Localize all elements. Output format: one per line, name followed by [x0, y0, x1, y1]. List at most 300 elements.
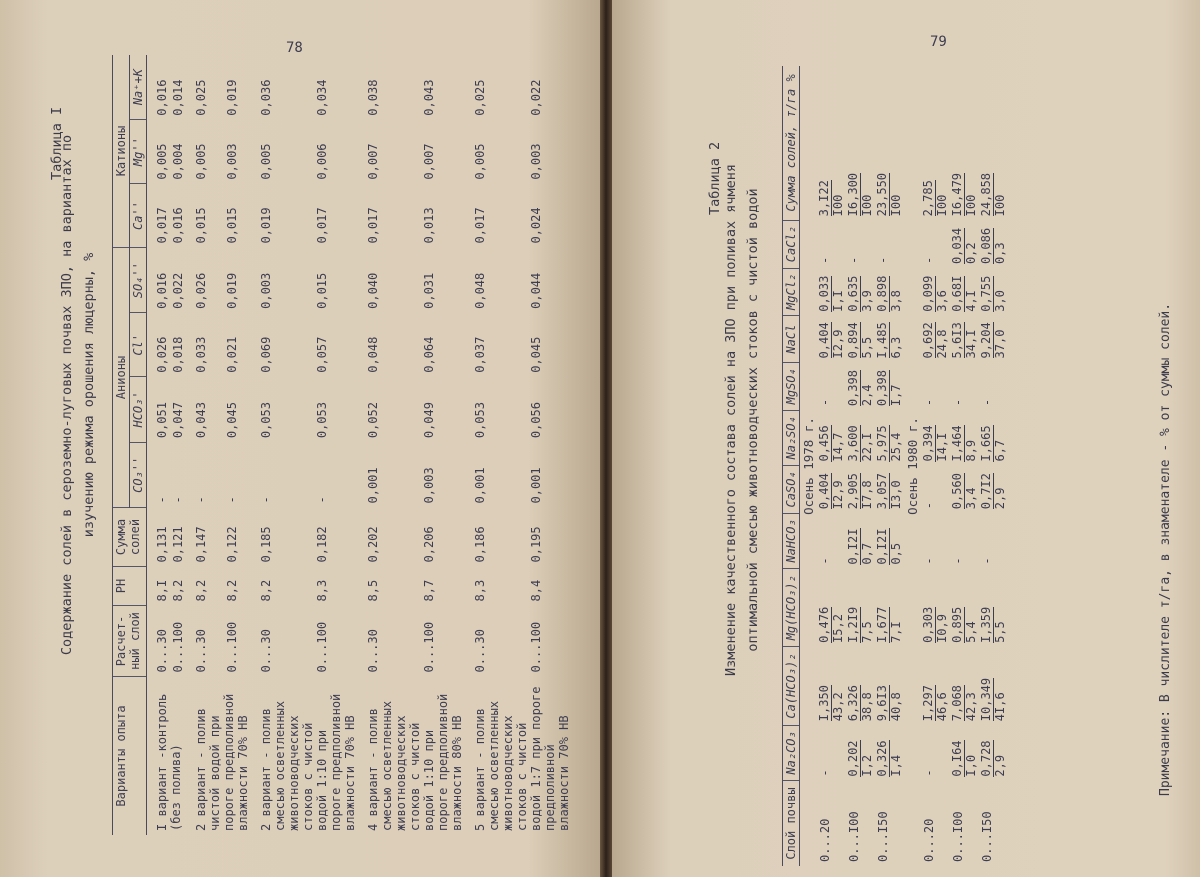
denominator-value: I00: [831, 194, 845, 217]
cell-so4: 0,044: [529, 272, 544, 309]
cell-layer: 0...30: [194, 629, 208, 673]
left-title-line2: изучению режима орошения люцерны, %: [81, 252, 97, 538]
table-row: [950, 66, 979, 866]
cell-layer: 0...30: [473, 629, 487, 673]
composition-cell: [875, 569, 904, 647]
right-page: [612, 0, 1200, 877]
cell-co3: -: [225, 496, 240, 504]
numerator-value: 5,975: [875, 425, 889, 462]
cell-mg: 0,003: [225, 143, 240, 180]
numerator-value: I,485: [875, 322, 889, 359]
numerator-value: 0,68I: [950, 275, 964, 312]
composition-cell: -: [818, 398, 832, 407]
numerator-value: 0,034: [950, 227, 964, 265]
cell-sum: 0,195: [529, 526, 544, 563]
cell-hco3: 0,045: [225, 402, 240, 439]
cell-ca: 0,013: [422, 207, 437, 244]
composition-cell: -: [980, 398, 994, 407]
fraction-value: [980, 740, 1007, 776]
cell-mg: 0,005: [155, 143, 169, 180]
numerator-value: 0,326: [875, 740, 889, 777]
right-title-block: [720, 110, 764, 730]
numerator-value: 23,550: [875, 172, 889, 217]
fraction-value: [980, 678, 1007, 721]
fraction-value: [922, 607, 949, 643]
cell-ph: 8,7: [422, 579, 437, 602]
composition-cell: -: [876, 256, 890, 265]
composition-cell: 0...20: [818, 818, 832, 862]
denominator-value: 3,0: [993, 290, 1007, 312]
numerator-value: I,677: [875, 606, 889, 643]
composition-cell: [846, 725, 875, 780]
numerator-value: 0,I2I: [875, 528, 889, 565]
salt-composition-table: [782, 66, 1008, 866]
cell-nak: 0,038: [366, 79, 380, 116]
numerator-value: I6,300: [846, 172, 860, 217]
composition-cell: -: [922, 502, 936, 510]
cell-sum: 0,182: [315, 526, 330, 563]
fraction-value: [980, 322, 1007, 358]
table-row: [358, 55, 421, 835]
denominator-value: 22,I: [860, 432, 874, 462]
numerator-value: I,297: [921, 685, 935, 722]
fraction-value: [922, 322, 949, 358]
cell-hco3: 0,049: [422, 402, 437, 439]
cell-hco3: 0,053: [259, 402, 273, 439]
cell-so4: 0,019: [225, 272, 240, 309]
composition-cell: [846, 466, 875, 514]
fraction-value: [847, 529, 874, 565]
numerator-value: 0,560: [950, 473, 964, 510]
cell-nak: 0,014: [171, 79, 185, 116]
cell-ph: 8,4: [529, 579, 544, 602]
numerator-value: 0,755: [979, 275, 993, 312]
fraction-value: [951, 740, 978, 776]
numerator-value: I,359: [979, 606, 993, 643]
cell-nak: 0,025: [194, 79, 208, 116]
fraction-value: [847, 276, 874, 312]
cell-nak: 0,036: [259, 79, 273, 116]
numerator-value: I,464: [950, 425, 964, 462]
fraction-value: [847, 607, 874, 643]
cell-cl: 0,018: [171, 336, 185, 373]
denominator-value: I,7: [889, 384, 903, 407]
cell-co3: -: [155, 496, 169, 504]
numerator-value: 9,6I3: [875, 685, 889, 722]
denominator-value: 5,5: [860, 336, 874, 359]
cell-layer: 0...30: [155, 629, 169, 673]
cell-co3: -: [171, 496, 185, 504]
fraction-value: [876, 607, 903, 643]
cell-sum: 0,122: [225, 526, 240, 563]
composition-cell: [846, 66, 875, 220]
fraction-value: [847, 685, 874, 721]
book-gutter: [600, 0, 612, 877]
numerator-value: 0,456: [817, 425, 831, 462]
numerator-value: 0,303: [921, 606, 935, 643]
right-title-line2: оптимальной смесью животноводческих стоков с чистой водой: [745, 188, 761, 652]
composition-cell: -: [922, 398, 936, 407]
composition-cell: [950, 725, 979, 780]
table-caption-label: Таблица I: [49, 106, 65, 180]
cell-layer: 0...30: [366, 629, 380, 673]
numerator-value: I6,479: [950, 172, 964, 217]
cell-hco3: 0,047: [171, 402, 185, 439]
composition-cell: [979, 268, 1008, 316]
header-cations: Катионы: [113, 55, 130, 248]
denominator-value: 3,4: [964, 487, 978, 510]
numerator-value: 24,858: [979, 172, 993, 217]
denominator-value: 40,8: [889, 692, 903, 722]
composition-cell: [950, 268, 979, 316]
denominator-value: 3,9: [860, 290, 874, 312]
fraction-value: [922, 425, 949, 461]
cell-ph: 8,3: [315, 579, 330, 602]
page-number-left: 78: [286, 40, 303, 56]
fraction-value: [951, 173, 978, 216]
denominator-value: I00: [993, 194, 1007, 217]
numerator-value: 0,033: [817, 275, 831, 312]
cell-ca: 0,016: [171, 207, 185, 244]
cell-sum: 0,147: [194, 526, 208, 563]
composition-cell: [921, 316, 950, 363]
denominator-value: I00: [889, 194, 903, 217]
year-row: [904, 66, 921, 866]
cell-layer: 0...100: [422, 621, 437, 673]
denominator-value: 3,6: [935, 290, 949, 312]
composition-cell: [979, 647, 1008, 725]
numerator-value: 6,326: [846, 685, 860, 722]
numerator-value: 0,394: [921, 425, 935, 462]
denominator-value: 2,4: [860, 384, 874, 407]
variant-cell: 4 вариант - полив смесью осветленных животноводческих стоков с чистой водой 1:10 при пороге предполивной влажности 80% НВ: [366, 693, 464, 831]
numerator-value: 9,204: [979, 322, 993, 359]
table-row: [979, 66, 1008, 866]
table-row: [817, 66, 846, 866]
header-cl: Cl': [130, 313, 147, 377]
numerator-value: 0,I64: [950, 740, 964, 777]
denominator-value: I3,0: [889, 480, 903, 510]
cell-nak: 0,034: [315, 79, 330, 116]
fraction-value: [922, 180, 949, 216]
cell-nak: 0,043: [422, 79, 437, 116]
numerator-value: 0,398: [875, 370, 889, 407]
fraction-value: [876, 685, 903, 721]
header-ca: Ca'': [130, 184, 147, 248]
cell-layer: 0...100: [171, 621, 185, 673]
cell-ca: 0,017: [473, 207, 487, 244]
composition-cell: -: [922, 769, 936, 777]
composition-header-7: MgSO₄: [783, 362, 800, 410]
cell-layer: 0...100: [225, 621, 240, 673]
cell-mg: 0,007: [366, 143, 380, 180]
composition-cell: [979, 410, 1008, 465]
cell-sum: 0,186: [473, 526, 487, 563]
composition-cell: [921, 268, 950, 316]
cell-so4: 0,022: [171, 272, 185, 309]
cell-ph: 8,2: [259, 579, 273, 602]
composition-cell: -: [847, 256, 861, 265]
fraction-value: [847, 173, 874, 216]
cell-nak: 0,022: [529, 79, 544, 116]
composition-cell: 0...I50: [980, 811, 994, 862]
composition-cell: [950, 410, 979, 465]
denominator-value: 38,8: [860, 692, 874, 722]
composition-cell: -: [922, 557, 936, 565]
numerator-value: 0,086: [979, 227, 993, 265]
composition-cell: [875, 466, 904, 514]
composition-cell: [846, 362, 875, 410]
header-anions: Анионы: [113, 248, 130, 508]
header-ph: PH: [113, 567, 147, 606]
cell-ca: 0,024: [529, 207, 544, 244]
fraction-value: [876, 173, 903, 216]
table-row: [846, 66, 875, 866]
left-title-line1: Содержание солей в сероземно-луговых почвах ЗПО, на вариантах по: [59, 134, 75, 656]
header-so4: SO₄'': [130, 248, 147, 313]
denominator-value: 2,9: [993, 754, 1007, 777]
composition-cell: -: [922, 256, 936, 265]
cell-so4: 0,003: [259, 272, 273, 309]
header-hco3: HCO₃': [130, 377, 147, 442]
denominator-value: I4,I: [935, 432, 949, 462]
numerator-value: I0,349: [979, 677, 993, 722]
cell-ph: 8,2: [225, 579, 240, 602]
fraction-value: [876, 370, 903, 406]
cell-ph: 8,I: [155, 579, 169, 602]
right-table-wrap: [782, 66, 1008, 866]
composition-cell: [817, 268, 846, 316]
fraction-value: [980, 473, 1007, 509]
numerator-value: 0,692: [921, 322, 935, 359]
cell-nak: 0,016: [155, 79, 169, 116]
cell-cl: 0,048: [366, 336, 380, 373]
table-row: [465, 55, 528, 835]
composition-cell: 0...I50: [876, 811, 890, 862]
cell-nak: 0,025: [473, 79, 487, 116]
fraction-value: [951, 228, 978, 264]
denominator-value: 43,2: [831, 692, 845, 722]
table-row: [147, 55, 171, 835]
fraction-value: [876, 473, 903, 509]
cell-hco3: 0,053: [315, 402, 330, 439]
composition-header-3: Mg(HCO₃)₂: [783, 569, 800, 647]
denominator-value: 34,I: [964, 329, 978, 359]
cell-nak: 0,019: [225, 79, 240, 116]
header-variant: Варианты опыта: [113, 677, 147, 836]
denominator-value: 5,4: [964, 621, 978, 643]
numerator-value: 3,057: [875, 473, 889, 510]
denominator-value: I,0: [964, 754, 978, 777]
composition-cell: -: [951, 398, 965, 407]
header-co3: CO₃'': [130, 442, 147, 507]
cell-mg: 0,005: [194, 143, 208, 180]
denominator-value: 3,8: [889, 290, 903, 312]
fraction-value: [818, 425, 845, 461]
denominator-value: 2,9: [993, 487, 1007, 510]
fraction-value: [980, 276, 1007, 312]
composition-cell: [817, 569, 846, 647]
denominator-value: 4,I: [964, 290, 978, 312]
composition-header-9: MgCl₂: [783, 268, 800, 316]
composition-cell: [950, 569, 979, 647]
numerator-value: 0,7I2: [979, 473, 993, 510]
composition-cell: [921, 66, 950, 220]
denominator-value: I00: [860, 194, 874, 217]
denominator-value: I4,7: [831, 432, 845, 462]
numerator-value: 0,894: [846, 322, 860, 359]
composition-cell: 0...20: [922, 818, 936, 862]
year-label: Осень 1978 г.: [801, 417, 816, 515]
denominator-value: 7,I: [889, 621, 903, 643]
cell-so4: 0,040: [366, 272, 380, 309]
fraction-value: [951, 322, 978, 358]
cell-mg: 0,005: [259, 143, 273, 180]
denominator-value: 46,6: [935, 692, 949, 722]
cell-hco3: 0,043: [194, 402, 208, 439]
cell-cl: 0,021: [225, 336, 240, 373]
composition-cell: [846, 316, 875, 363]
composition-cell: [875, 725, 904, 780]
composition-cell: [846, 410, 875, 465]
fraction-value: [922, 276, 949, 312]
fraction-value: [951, 473, 978, 509]
fraction-value: [922, 685, 949, 721]
numerator-value: 0,895: [950, 606, 964, 643]
fraction-value: [980, 173, 1007, 216]
numerator-value: 0,202: [846, 740, 860, 777]
cell-co3: -: [259, 496, 273, 504]
cell-ca: 0,015: [225, 207, 240, 244]
fraction-value: [876, 529, 903, 565]
cell-ph: 8,2: [194, 579, 208, 602]
composition-cell: [875, 410, 904, 465]
cell-layer: 0...30: [259, 629, 273, 673]
numerator-value: 0,635: [846, 275, 860, 312]
table-note: Примечание: В числителе т/га, в знаменателе - % от суммы солей.: [1158, 302, 1173, 796]
composition-cell: [875, 362, 904, 410]
denominator-value: I0,9: [935, 614, 949, 643]
composition-cell: [950, 66, 979, 220]
cell-mg: 0,005: [473, 143, 487, 180]
cell-cl: 0,057: [315, 336, 330, 373]
composition-cell: [979, 66, 1008, 220]
fraction-value: [818, 607, 845, 643]
composition-cell: 0...I00: [951, 811, 965, 862]
composition-cell: [875, 647, 904, 725]
denominator-value: I,I: [831, 290, 845, 312]
composition-header-2: Ca(HCO₃)₂: [783, 647, 800, 725]
left-title-block: [56, 85, 100, 705]
year-label: Осень 1980 г.: [905, 417, 920, 515]
denominator-value: 0,3: [993, 242, 1007, 265]
cell-cl: 0,033: [194, 336, 208, 373]
composition-header-10: CaCl₂: [783, 220, 800, 268]
fraction-value: [876, 276, 903, 312]
denominator-value: 4I,6: [993, 692, 1007, 722]
cell-mg: 0,003: [529, 143, 544, 180]
fraction-value: [818, 473, 845, 509]
numerator-value: 2,905: [846, 473, 860, 510]
fraction-value: [847, 370, 874, 406]
cell-ph: 8,5: [366, 579, 380, 602]
cell-ph: 8,2: [171, 579, 185, 602]
composition-cell: -: [818, 557, 832, 565]
cell-co3: -: [315, 496, 330, 504]
numerator-value: 0,476: [817, 606, 831, 643]
composition-cell: [875, 268, 904, 316]
denominator-value: I7,8: [860, 480, 874, 510]
composition-body: [800, 66, 1009, 866]
composition-cell: [921, 647, 950, 725]
cell-co3: 0,001: [366, 467, 380, 504]
cell-ca: 0,017: [315, 207, 330, 244]
cell-hco3: 0,051: [155, 402, 169, 439]
denominator-value: 24,8: [935, 329, 949, 359]
variant-cell: 2 вариант - полив смесью осветленных животноводческих стоков с чистой водой 1:10 при пороге предполивной влажности 70% НВ: [259, 693, 357, 831]
denominator-value: I,4: [889, 754, 903, 777]
numerator-value: 0,898: [875, 275, 889, 312]
composition-cell: [817, 410, 846, 465]
cell-ca: 0,017: [155, 207, 169, 244]
numerator-value: I,2I9: [846, 606, 860, 643]
composition-cell: -: [951, 557, 965, 565]
denominator-value: 5,5: [993, 621, 1007, 643]
fraction-value: [847, 425, 874, 461]
header-mg: Mg'': [130, 120, 147, 184]
cell-cl: 0,045: [529, 336, 544, 373]
numerator-value: I,665: [979, 425, 993, 462]
composition-cell: [846, 569, 875, 647]
composition-cell: [979, 220, 1008, 268]
fraction-value: [951, 685, 978, 721]
salt-content-table: [112, 55, 572, 835]
denominator-value: I,2: [860, 754, 874, 777]
cell-sum: 0,185: [259, 526, 273, 563]
denominator-value: 0,2: [964, 242, 978, 265]
denominator-value: I00: [935, 194, 949, 217]
variant-cell: 2 вариант - полив чистой водой при пороге предполивной влажности 70% НВ: [194, 693, 250, 831]
cell-co3: 0,001: [473, 467, 487, 504]
fraction-value: [980, 228, 1007, 264]
cell-co3: 0,001: [529, 467, 544, 504]
composition-cell: [875, 513, 904, 568]
cell-sum: 0,202: [366, 526, 380, 563]
cell-sum: 0,121: [171, 526, 185, 563]
composition-header-11: Сумма солей, т/га %: [783, 66, 800, 220]
denominator-value: 25,4: [889, 432, 903, 462]
cell-so4: 0,048: [473, 272, 487, 309]
cell-hco3: 0,052: [366, 402, 380, 439]
denominator-value: I5,2: [831, 614, 845, 643]
composition-cell: [979, 569, 1008, 647]
cell-sum: 0,206: [422, 526, 437, 563]
cell-hco3: 0,053: [473, 402, 487, 439]
composition-cell: [979, 725, 1008, 780]
cell-layer: 0...100: [315, 621, 330, 673]
numerator-value: 7,068: [950, 685, 964, 722]
composition-header-4: NaHCO₃: [783, 513, 800, 568]
cell-hco3: 0,056: [529, 402, 544, 439]
fraction-value: [847, 473, 874, 509]
composition-header-1: Na₂CO₃: [783, 725, 800, 780]
composition-header-5: CaSO₄: [783, 466, 800, 514]
numerator-value: 0,728: [979, 740, 993, 777]
cell-co3: -: [194, 496, 208, 504]
fraction-value: [951, 425, 978, 461]
composition-cell: [979, 466, 1008, 514]
composition-cell: [950, 220, 979, 268]
